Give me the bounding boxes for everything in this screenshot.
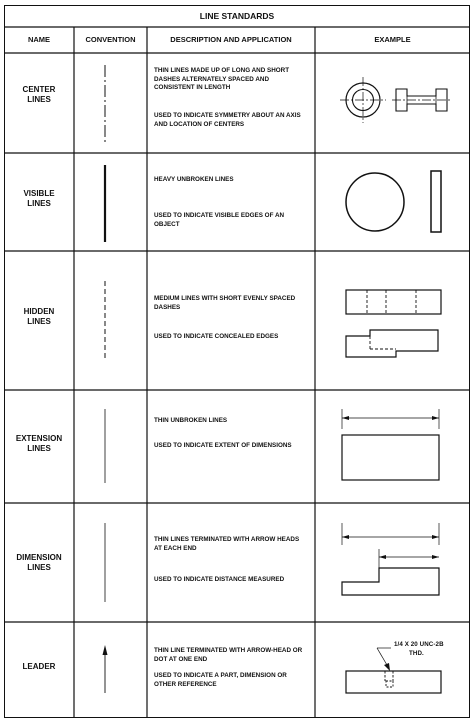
row-name-line-1: DIMENSION xyxy=(16,553,62,562)
row-application-dimension-lines: USED TO INDICATE DISTANCE MEASURED xyxy=(154,576,285,583)
column-header-description: DESCRIPTION AND APPLICATION xyxy=(170,35,292,44)
table-drawings xyxy=(4,5,470,718)
convention-leader-arrow xyxy=(103,645,108,693)
row-application-center-lines: USED TO INDICATE SYMMETRY ABOUT AN AXIS AND LOCATION OF CENTERS xyxy=(154,112,301,128)
row-name-line-1: LEADER xyxy=(22,662,56,671)
column-header-example: EXAMPLE xyxy=(374,35,411,44)
example-hidden-lines xyxy=(346,290,441,357)
row-description-visible-lines: HEAVY UNBROKEN LINES xyxy=(154,176,234,183)
row-name-line-2: LINES xyxy=(27,95,51,104)
leader-callout-thread: 1/4 X 20 UNC-2B xyxy=(394,641,444,648)
row-application-hidden-lines: USED TO INDICATE CONCEALED EDGES xyxy=(154,333,279,340)
row-name-line-2: LINES xyxy=(27,563,51,572)
column-header-name: NAME xyxy=(27,35,51,44)
row-name-line-2: LINES xyxy=(27,317,51,326)
row-name-line-1: CENTER xyxy=(22,85,56,94)
example-center-lines xyxy=(340,77,451,123)
row-application-visible-lines: USED TO INDICATE VISIBLE EDGES OF AN OBJECT xyxy=(154,212,285,228)
row-name-line-2: LINES xyxy=(27,199,51,208)
column-header-convention: CONVENTION xyxy=(85,35,136,44)
line-standards-table xyxy=(4,5,470,718)
row-description-leader: THIN LINE TERMINATED WITH ARROW-HEAD OR DOT AT ONE END xyxy=(154,647,303,663)
row-description-dimension-lines: THIN LINES TERMINATED WITH ARROW HEADS AT EACH END xyxy=(154,536,300,552)
leader-callout-thd: THD. xyxy=(409,650,424,657)
row-name-line-1: HIDDEN xyxy=(23,307,55,316)
table-title: LINE STANDARDS xyxy=(199,11,275,21)
row-description-hidden-lines: MEDIUM LINES WITH SHORT EVENLY SPACED DASHES xyxy=(154,295,296,311)
row-description-center-lines: THIN LINES MADE UP OF LONG AND SHORT DASHES ALTERNATELY SPACED AND CONSISTENT IN LENGTH xyxy=(154,67,290,91)
example-leader xyxy=(346,648,441,693)
row-name-line-2: LINES xyxy=(27,444,51,453)
example-extension-lines xyxy=(342,409,439,480)
row-application-extension-lines: USED TO INDICATE EXTENT OF DIMENSIONS xyxy=(154,442,292,449)
row-name-line-1: EXTENSION xyxy=(15,434,63,443)
example-visible-lines xyxy=(346,171,441,232)
row-description-extension-lines: THIN UNBROKEN LINES xyxy=(154,417,228,424)
example-dimension-lines xyxy=(342,523,439,595)
table-grid xyxy=(4,27,470,718)
row-name-line-1: VISIBLE xyxy=(23,189,55,198)
row-application-leader: USED TO INDICATE A PART, DIMENSION OR OTHER REFERENCE xyxy=(154,672,287,688)
